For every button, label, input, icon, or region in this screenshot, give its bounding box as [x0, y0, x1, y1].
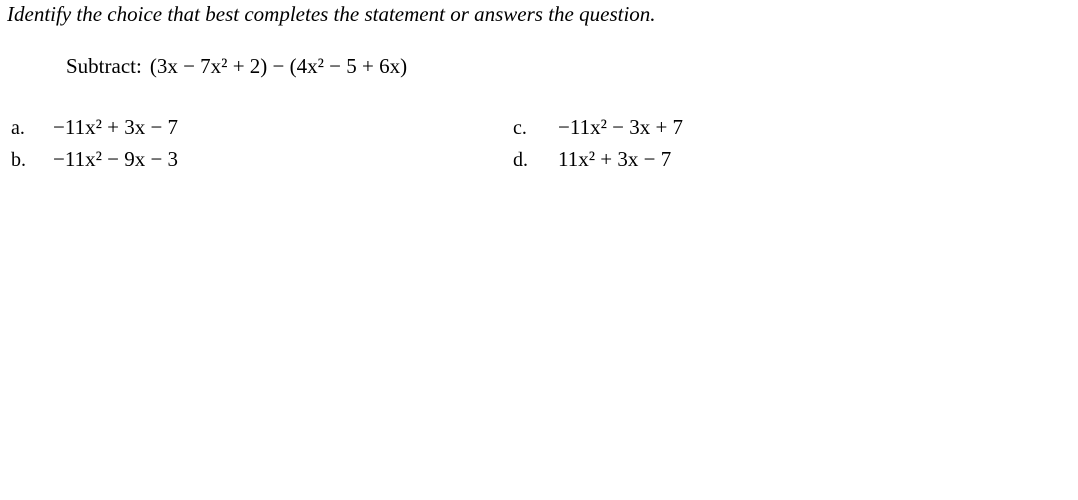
instruction-text: Identify the choice that best completes the statement or answers the question. [7, 2, 656, 26]
choice-expression: −11x² + 3x − 7 [53, 115, 179, 139]
answer-choice-a[interactable] [11, 115, 178, 140]
choice-letter: a. [11, 117, 25, 139]
choice-letter: c. [513, 117, 527, 139]
choice-expression: −11x² − 9x − 3 [53, 147, 179, 171]
question-expression: (3x − 7x² + 2) − (4x² − 5 + 6x) [149, 54, 408, 78]
answer-choice-b[interactable] [11, 147, 178, 172]
question-stem [66, 54, 407, 79]
choice-expression: 11x² + 3x − 7 [558, 147, 672, 171]
choice-letter: b. [11, 149, 26, 171]
answer-choice-d[interactable] [513, 147, 671, 172]
choice-letter: d. [513, 149, 528, 171]
answer-choice-c[interactable] [513, 115, 683, 140]
question-label: Subtract: [66, 54, 142, 78]
choice-expression: −11x² − 3x + 7 [558, 115, 684, 139]
